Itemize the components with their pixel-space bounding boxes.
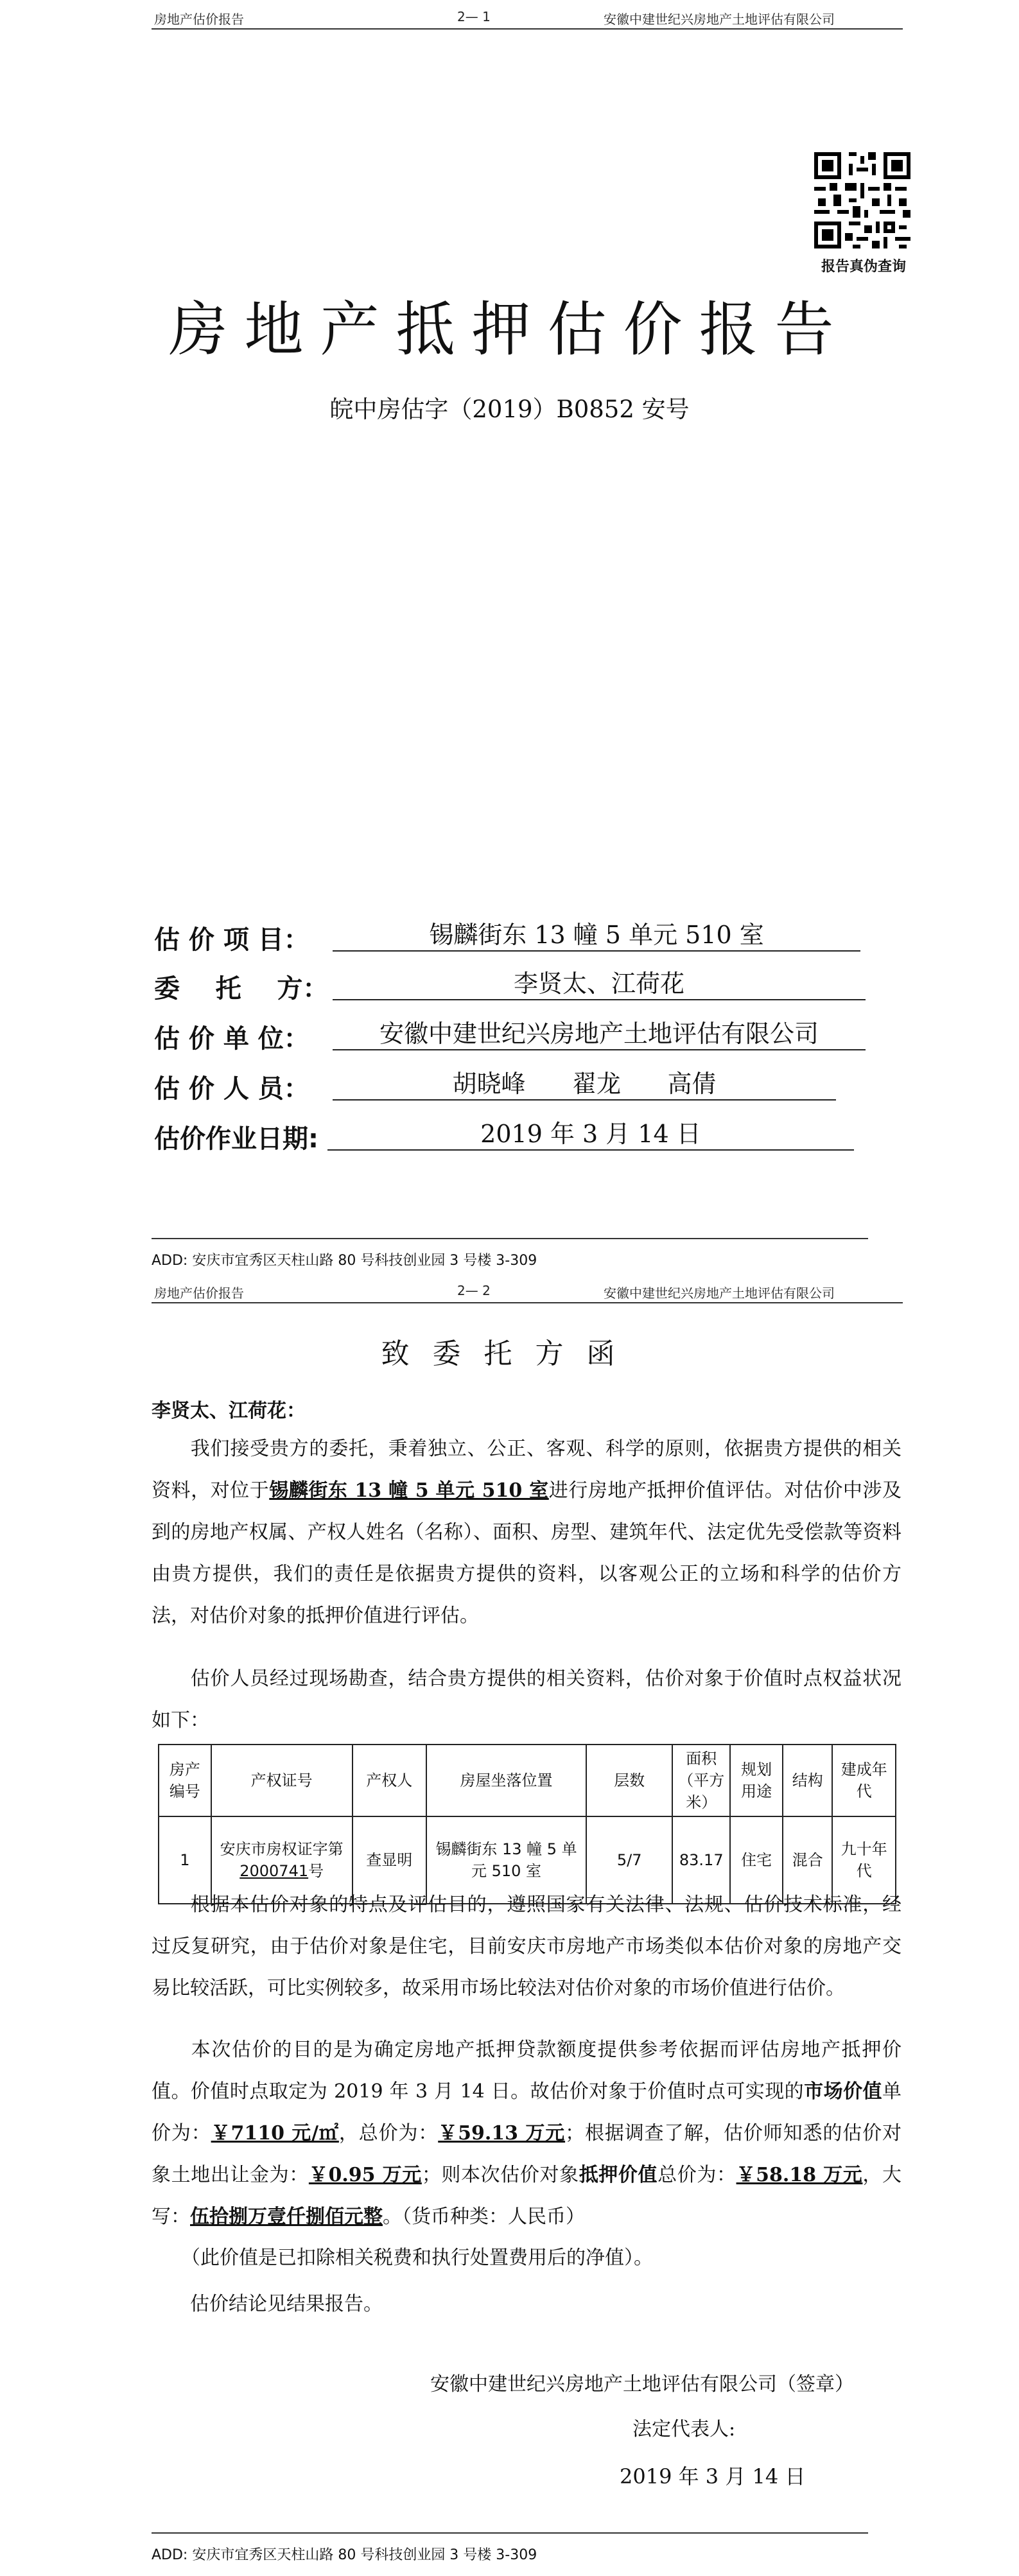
- letter-salutation: 李贤太、江荷花：: [152, 1400, 306, 1422]
- p5-text: （此价值是已扣除相关税费和执行处置费用后的净值）。: [181, 2247, 653, 2269]
- cell-use: 住宅: [730, 1816, 783, 1904]
- col-house-no: 房产编号: [159, 1745, 211, 1816]
- paragraph-net-value-note: [152, 2237, 901, 2279]
- letter-title: 致委托方函: [381, 1337, 638, 1370]
- cert-number: 2000741: [240, 1862, 309, 1880]
- signature-company: 安徽中建世纪兴房地产土地评估有限公司（签章）: [430, 2373, 854, 2396]
- field-date-label: 估价作业日期:: [154, 1124, 318, 1154]
- field-appraisers-label: 估 价 人 员：: [154, 1074, 309, 1104]
- report-title: 房地产抵押估价报告: [168, 295, 851, 364]
- p1-text-b: 进行房地产抵押价值评估。对估价中涉及到的房地产权属、产权人姓名（名称）、面积、房型、建筑年代、法定优先受偿款等资料由贵方提供，我们的责任是依据贵方提供的资料，以客观公正的立场和科学的估价方法，对估价对象的抵押价值进行评估。: [152, 1479, 902, 1627]
- page2-header-page-number: 2— 2: [457, 1283, 491, 1298]
- col-year: 建成年代: [832, 1745, 896, 1816]
- page2-header-rule: [152, 1302, 903, 1303]
- field-firm-label: 估 价 单 位：: [154, 1024, 309, 1054]
- p4-amount-in-words: 伍拾捌万壹仟捌佰元整: [190, 2206, 383, 2228]
- page1-header-rule: [152, 28, 903, 30]
- document-number: 皖中房估字（2019）B0852 安号: [329, 396, 690, 423]
- page2-footer-address: ADD: 安庆市宜秀区天柱山路 80 号科技创业园 3 号楼 3-309: [152, 2547, 537, 2563]
- p4-text-e: ；则本次估价对象: [421, 2164, 579, 2186]
- signature-legal-representative: 法定代表人:: [632, 2418, 736, 2441]
- p3-text: 根据本估价对象的特点及评估目的，遵照国家有关法律、法规、估价技术标准，经过反复研究，由于估价对象是住宅，目前安庆市房地产市场类似本估价对象的房地产交易比较活跃，可比实例较多，故采用市场比较法对估价对象的市场价值进行估价。: [152, 1893, 901, 1999]
- p4-text-g: ，大写：: [152, 2164, 902, 2228]
- field-project-label: 估 价 项 目：: [154, 925, 309, 955]
- paragraph-valuation: [152, 2029, 901, 2238]
- col-owner: 产权人: [353, 1745, 426, 1816]
- field-appraisers-value: 胡晓峰 翟龙 高倩: [333, 1070, 836, 1101]
- p6-text: 估价结论见结果报告。: [190, 2293, 383, 2315]
- cell-owner: 查显明: [353, 1816, 426, 1904]
- col-location: 房屋坐落位置: [426, 1745, 586, 1816]
- page1-footer-address: ADD: 安庆市宜秀区天柱山路 80 号科技创业园 3 号楼 3-309: [152, 1253, 537, 1269]
- paragraph-conclusion: [152, 2283, 901, 2325]
- cert-prefix: 安庆市房权证字第: [220, 1840, 344, 1858]
- p4-text-a: 本次估价的目的是为确定房地产抵押贷款额度提供参考依据而评估房地产抵押价值。价值时点取定为 2019 年 3 月 14 日。故估价对象于价值时点可实现的: [152, 2039, 901, 2103]
- p4-text-c: ，总价为：: [338, 2122, 439, 2145]
- col-use: 规划用途: [730, 1745, 783, 1816]
- page2-header-right: 安徽中建世纪兴房地产土地评估有限公司: [604, 1285, 835, 1301]
- field-firm-value: 安徽中建世纪兴房地产土地评估有限公司: [333, 1020, 866, 1050]
- p1-text-a: 我们接受贵方的委托，秉着独立、公正、客观、科学的原则，依据贵方提供的相关资料，对位于: [152, 1438, 901, 1502]
- col-floors: 层数: [586, 1745, 672, 1816]
- page1-header-page-number: 2— 1: [457, 9, 491, 24]
- p4-mortgage-total: ￥58.18 万元: [736, 2164, 863, 2186]
- paragraph-method: [152, 1884, 901, 2009]
- page1-footer-rule: [152, 1238, 868, 1239]
- table-header-row: [159, 1745, 896, 1816]
- p4-land-fee: ￥0.95 万元: [308, 2164, 422, 2186]
- cell-area: 83.17: [672, 1816, 730, 1904]
- field-date-value: 2019 年 3 月 14 日: [327, 1120, 854, 1151]
- p4-market-value-label: 市场价值: [804, 2080, 882, 2103]
- p4-text-h: 。（货币种类：人民币）: [383, 2206, 585, 2228]
- field-project-value: 锡麟街东 13 幢 5 单元 510 室: [333, 921, 860, 952]
- cell-floors: 5/7: [586, 1816, 672, 1904]
- p4-unit-price: ￥7110 元/㎡: [211, 2122, 339, 2145]
- cell-structure: 混合: [783, 1816, 833, 1904]
- field-client-value: 李贤太、江荷花: [333, 970, 866, 1000]
- paragraph-site-inspection: [152, 1658, 901, 1741]
- p4-text-b: 单价为：: [152, 2080, 901, 2145]
- field-client-label: 委 托 方：: [154, 974, 329, 1004]
- page2-footer-rule: [152, 2532, 868, 2534]
- qr-caption: 报告真伪查询: [821, 259, 906, 275]
- page1-header-right: 安徽中建世纪兴房地产土地评估有限公司: [604, 12, 835, 27]
- property-table: [158, 1744, 896, 1904]
- p1-property-address: 锡麟街东 13 幢 5 单元 510 室: [269, 1479, 549, 1502]
- cert-suffix: 号: [308, 1862, 324, 1880]
- paragraph-engagement: [152, 1428, 901, 1637]
- p4-text-f: 总价为：: [658, 2164, 736, 2186]
- col-area: 面积（平方米）: [672, 1745, 730, 1816]
- col-cert-no: 产权证号: [211, 1745, 353, 1816]
- p2-text: 估价人员经过现场勘查，结合贵方提供的相关资料，估价对象于价值时点权益状况如下：: [152, 1667, 901, 1732]
- signature-date: 2019 年 3 月 14 日: [620, 2464, 806, 2489]
- p4-mortgage-value-label: 抵押价值: [579, 2164, 658, 2186]
- cell-year: 九十年代: [832, 1816, 896, 1904]
- qr-code-icon[interactable]: [814, 152, 910, 248]
- p4-text-d: ；根据调查了解，估价师知悉的估价对象土地出让金为：: [152, 2122, 902, 2186]
- cell-location: 锡麟街东 13 幢 5 单元 510 室: [426, 1816, 586, 1904]
- cell-house-no: 1: [159, 1816, 211, 1904]
- p4-total-price: ￥59.13 万元: [438, 2122, 566, 2145]
- col-structure: 结构: [783, 1745, 833, 1816]
- page2-header-left: 房地产估价报告: [154, 1285, 244, 1301]
- page1-header-left: 房地产估价报告: [154, 12, 244, 27]
